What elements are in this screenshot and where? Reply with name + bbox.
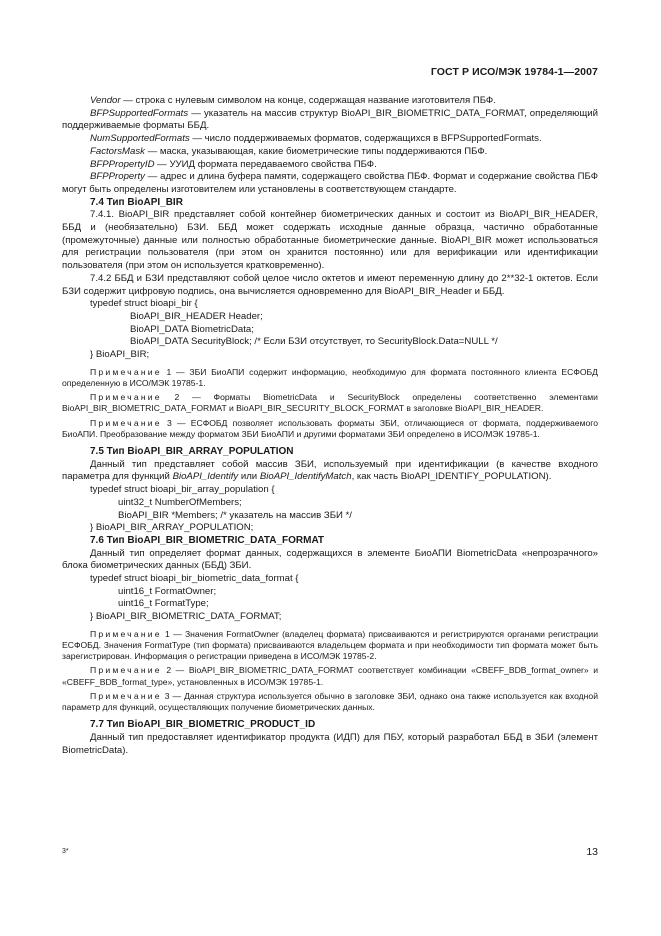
field-bfp-property-id: BFPPropertyID — УУИД формата передаваемого свойства ПБФ.: [90, 158, 377, 170]
note-7-6-2: Примечание 2 — BioAPI_BIR_BIOMETRIC_DATA_FORMAT соответствует комбинации «CBEFF_BDB_format_owner» и «CBEFF_BDB_format_type», установленных в ИСО/МЭК 19785-1.: [62, 665, 598, 687]
code-line: BioAPI_DATA SecurityBlock; /* Если БЗИ отсутствует, то SecurityBlock.Data=NULL */: [130, 336, 498, 348]
field-bfp-supported-formats: BFPSupportedFormats — указатель на массив структур BioAPI_BIR_BIOMETRIC_DATA_FORMAT, определяющий поддерживаемые форматы ББД.: [62, 107, 598, 132]
field-num-supported-formats: NumSupportedFormats — число поддерживаемых форматов, содержащихся в BFPSupportedFormats.: [90, 133, 542, 145]
para-7-6: Данный тип определяет формат данных, содержащихся в элементе БиоАПИ BiometricData «непрозрачного» блока биометрических данных (ББД) ЗБИ.: [62, 547, 598, 572]
code-line: uint32_t NumberOfMembers;: [118, 496, 242, 508]
heading-7-7: 7.7 Тип BioAPI_BIR_BIOMETRIC_PRODUCT_ID: [90, 719, 316, 731]
code-line: } BioAPI_BIR;: [90, 349, 150, 361]
heading-7-4: 7.4 Тип BioAPI_BIR: [90, 196, 183, 208]
note-7-6-3: Примечание 3 — Данная структура используется обычно в заголовке ЗБИ, однако она также используется как входной параметр для функций, осуществляющих получение биометрических данных.: [62, 690, 598, 713]
code-line: typedef struct bioapi_bir_array_population {: [90, 484, 275, 496]
heading-7-5: 7.5 Тип BioAPI_BIR_ARRAY_POPULATION: [90, 445, 294, 457]
code-line: } BioAPI_BIR_BIOMETRIC_DATA_FORMAT;: [90, 611, 282, 623]
code-line: uint16_t FormatType;: [118, 598, 209, 610]
para-7-4-1: 7.4.1. BioAPI_BIR представляет собой контейнер биометрических данных и состоит из BioAPI_BIR_HEADER, ББД и (необязательно) БЗИ. ББД может содержать исходные данные образца, частично обработанные (промежуточные) данные или полностью обработанные биометрические данные. BioAPI_BIR может использоваться для регистрации пользователя (при этом он хранится постоянно) или для верификации или идентификации пользователя (при этом он используется кратковременно).: [62, 209, 598, 272]
field-vendor: Vendor — строка с нулевым символом на конце, содержащая название изготовителя ПБФ.: [90, 95, 496, 106]
heading-7-6: 7.6 Тип BioAPI_BIR_BIOMETRIC_DATA_FORMAT: [90, 534, 325, 546]
code-line: BioAPI_DATA BiometricData;: [130, 323, 254, 335]
note-7-6-1: Примечание 1 — Значения FormatOwner (владелец формата) присваиваются и регистрируются органами регистрации ЕСФОБД. Значения FormatType (тип формата) присваиваются владельцем формата и при необходимости тип формата может быть зарегистрирован. Информация о регистрации приведена в ИСО/МЭК 19785-2.: [62, 628, 598, 662]
code-line: BioAPI_BIR *Members; /* указатель на массив ЗБИ */: [118, 509, 352, 521]
field-factors-mask: FactorsMask — маска, указывающая, какие биометрические типы поддерживаются ПБФ.: [90, 145, 488, 157]
signature-mark: 3*: [62, 848, 69, 855]
code-line: uint16_t FormatOwner;: [118, 585, 217, 597]
code-line: } BioAPI_BIR_ARRAY_POPULATION;: [90, 522, 254, 534]
para-7-4-2: 7.4.2 ББД и БЗИ представляют собой целое число октетов и имеют переменную длину до 2**32-1 октетов. Если БЗИ содержит цифровую подпись, она вычисляется одновременно для BioAPI_BIR_Header и ББД.: [62, 272, 598, 297]
code-line: typedef struct bioapi_bir {: [90, 298, 198, 310]
document-body: [62, 95, 598, 757]
page-number: 13: [586, 846, 598, 858]
code-line: BioAPI_BIR_HEADER Header;: [130, 310, 263, 322]
note-7-4-1: Примечание 1 — ЗБИ БиоАПИ содержит информацию, необходимую для формата постоянного клиента ЕСФОБД определенную в ИСО/МЭК 19785-1.: [62, 366, 598, 388]
para-7-7: Данный тип предоставляет идентификатор продукта (ИДП) для ПБУ, который разработал ББД в ЗБИ (элемент BiometricData).: [62, 731, 598, 756]
field-bfp-property: BFPProperty — адрес и длина буфера памяти, содержащего свойства ПБФ. Формат и содержание свойства ПБФ могут быть определены изготовителем или установлены в соответствующем стандарте.: [62, 171, 598, 195]
note-7-4-2: Примечание 2 — Форматы BiometricData и SecurityBlock определены соответственно элементами BioAPI_BIR_BIOMETRIC_DATA_FORMAT и BioAPI_BIR_SECURITY_BLOCK_FORMAT в заголовке BioAPI_BIR_HEADER.: [62, 392, 598, 414]
para-7-5: Данный тип представляет собой массив ЗБИ, используемый при идентификации (в качестве входного параметра для функций BioAPI_Identify или BioAPI_IdentifyMatch, как часть BioAPI_IDENTIFY_POPULATION).: [62, 458, 598, 483]
note-7-4-3: Примечание 3 — ЕСФОБД позволяет использовать форматы ЗБИ, отличающиеся от формата, поддерживаемого БиоАПИ. Преобразование между форматом ЗБИ БиоАПИ и другими форматами ЗБИ определено в ИСО/МЭК 19785-1.: [62, 417, 598, 439]
code-line: typedef struct bioapi_bir_biometric_data_format {: [90, 573, 299, 585]
standard-header: ГОСТ Р ИСО/МЭК 19784-1—2007: [430, 66, 598, 78]
